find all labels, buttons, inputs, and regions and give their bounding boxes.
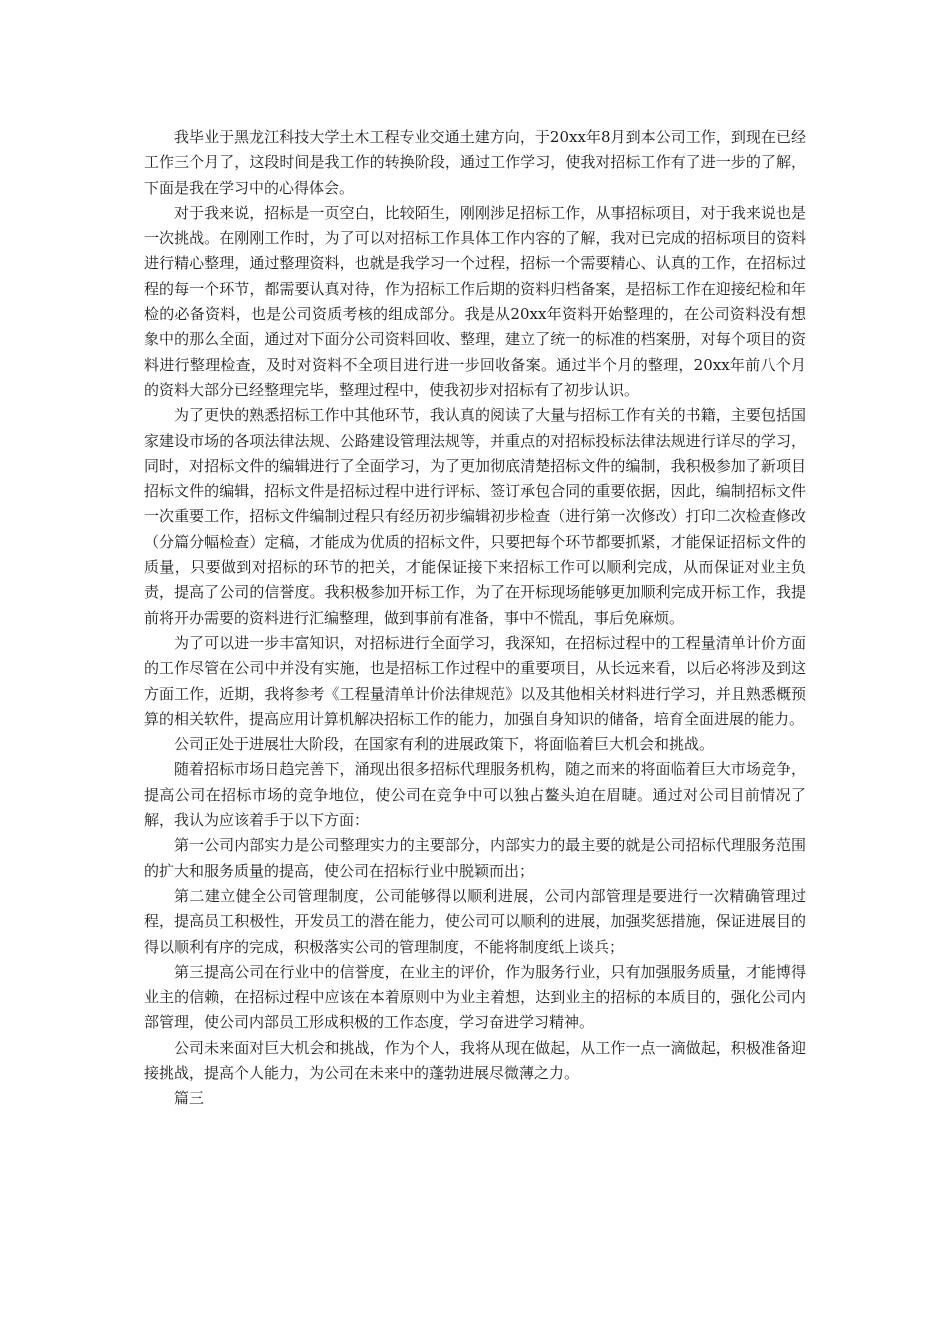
paragraph-5: 公司正处于进展壮大阶段，在国家有利的进展政策下，将面临着巨大机会和挑战。 <box>174 735 715 754</box>
paragraph-4: 为了可以进一步丰富知识，对招标进行全面学习，我深知，在招标过程中的工程量清单计价方面的工作尽管在公司中并没有实施，也是招标工作过程中的重要项目，从长远来看，以后必将涉及到这方面工作，近期，我将参考《工程量清单计价法律规范》以及其他相关材料进行学习，并且熟悉概预算的相关软件，提高应用计算机解决招标工作的能力，加强自身知识的储备，培育全面进展的能力。 <box>144 633 806 728</box>
paragraph-6: 随着招标市场日趋完善下，涌现出很多招标代理服务机构，随之而来的将面临着巨大市场竞争，提高公司在招标市场的竞争地位，使公司在竞争中可以独占鳌头迫在眉睫。通过对公司目前情况了解，我认为应该着手于以下方面： <box>144 760 806 830</box>
paragraph-9: 第三提高公司在行业中的信誉度，在业主的评价，作为服务行业，只有加强服务质量，才能博得业主的信赖，在招标过程中应该在本着原则中为业主着想，达到业主的招标的本质目的，强化公司内部管理，使公司内部员工形成积极的工作态度，学习奋进学习精神。 <box>144 962 806 1032</box>
paragraph-10: 公司未来面对巨大机会和挑战，作为个人，我将从现在做起，从工作一点一滴做起，积极准备迎接挑战，提高个人能力，为公司在未来中的蓬勃进展尽微薄之力。 <box>144 1038 806 1082</box>
paragraph-1: 我毕业于黑龙江科技大学土木工程专业交通土建方向，于20xx年8月到本公司工作，到现在已经工作三个月了，这段时间是我工作的转换阶段，通过工作学习，使我对招标工作有了进一步的了解，下面是我在学习中的心得体会。 <box>144 128 806 197</box>
document-body <box>144 125 806 1112</box>
paragraph-2: 对于我来说，招标是一页空白，比较陌生，刚刚涉足招标工作，从事招标项目，对于我来说也是一次挑战。在刚刚工作时，为了可以对招标工作具体工作内容的了解，我对已完成的招标项目的资料进行精心整理，通过整理资料，也就是我学习一个过程，招标一个需要精心、认真的工作，在招标过程的每一个环节，都需要认真对待，作为招标工作后期的资料归档备案，是招标工作在迎接纪检和年检的必备资料，也是公司资质考核的组成部分。我是从20xx年资料开始整理的，在公司资料没有想象中的那么全面，通过对下面分公司资料回收、整理，建立了统一的标准的档案册，对每个项目的资料进行整理检查，及时对资料不全项目进行进一步回收备案。通过半个月的整理，20xx年前八个月的资料大部分已经整理完毕，整理过程中，使我初步对招标有了初步认识。 <box>144 203 806 399</box>
paragraph-3: 为了更快的熟悉招标工作中其他环节，我认真的阅读了大量与招标工作有关的书籍，主要包括国家建设市场的各项法律法规、公路建设管理法规等，并重点的对招标投标法律法规进行详尽的学习，同时，对招标文件的编辑进行了全面学习，为了更加彻底清楚招标文件的编制，我积极参加了新项目招标文件的编辑，招标文件是招标过程中进行评标、签订承包合同的重要依据，因此，编制招标文件一次重要工作，招标文件编制过程只有经历初步编辑初步检查（进行第一次修改）打印二次检查修改（分篇分幅检查）定稿，才能成为优质的招标文件，只要把每个环节都要抓紧，才能保证招标文件的质量，只要做到对招标的环节的把关，才能保证接下来招标工作可以顺利完成，从而保证对业主负责，提高了公司的信誉度。我积极参加开标工作，为了在开标现场能够更加顺利完成开标工作，我提前将开办需要的资料进行汇编整理，做到事前有准备，事中不慌乱，事后免麻烦。 <box>144 406 806 627</box>
section-heading: 篇三 <box>174 1089 205 1108</box>
paragraph-8: 第二建立健全公司管理制度，公司能够得以顺利进展，公司内部管理是要进行一次精确管理过程，提高员工积极性，开发员工的潜在能力，使公司可以顺利的进展，加强奖惩措施，保证进展目的得以顺利有序的完成，积极落实公司的管理制度，不能将制度纸上谈兵； <box>144 886 806 956</box>
paragraph-7: 第一公司内部实力是公司整理实力的主要部分，内部实力的最主要的就是公司招标代理服务范围的扩大和服务质量的提高，使公司在招标行业中脱颖而出； <box>144 836 806 880</box>
